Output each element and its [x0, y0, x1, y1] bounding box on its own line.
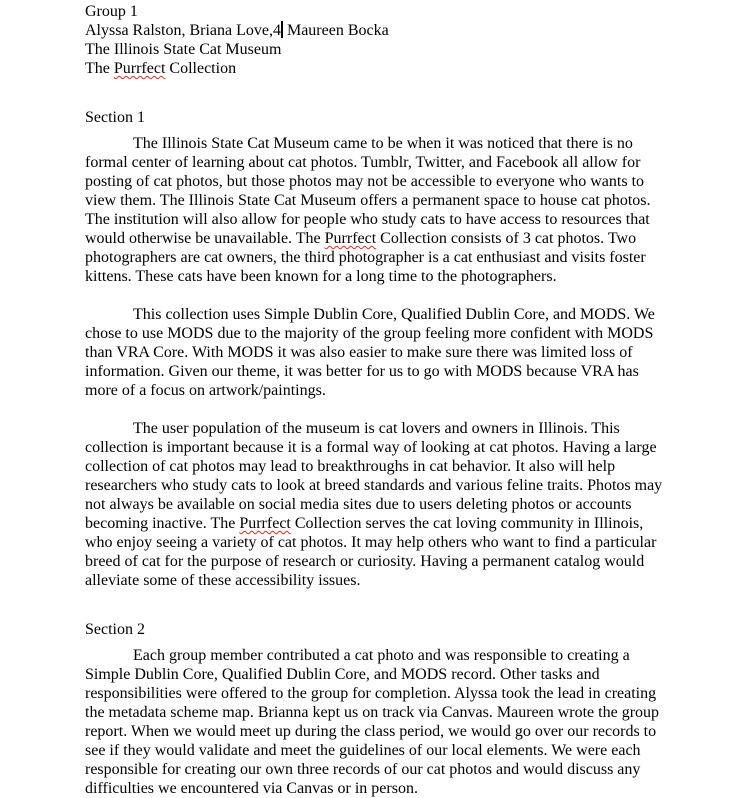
section-2-paragraph-1 [85, 646, 667, 798]
paragraph-text: The Illinois State Cat Museum came to be when it was noticed that there is no formal center of learning about cat photos. Tumblr, Twitter, and Facebook all allow for posting of cat photos, but those photos may not be accessible to everyone who wants to view them. The Illinois State Cat Museum offers a permanent space to house cat photos. The institution will also allow for people who study cats to have access to resources that would otherwise be unavailable. The [85, 135, 651, 247]
section-1-paragraph-3 [85, 419, 667, 590]
paragraph-text: Collection serves the cat loving community in Illinois, who enjoy seeing a variety of cat photos. It may help others who want to find a particular breed of cat for the purpose of research or curiosity. Having a permanent catalog would alleviate some of these accessibility issues. [85, 515, 657, 589]
section-2 [85, 620, 667, 798]
group-title-text: Group 1 [85, 3, 138, 20]
section-1-paragraph-2 [85, 305, 667, 400]
paragraph-text: This collection uses Simple Dublin Core, Qualified Dublin Core, and MODS. We chose to use MODS due to the majority of the group feeling more confident with MODS than VRA Core. With MODS it was also easier to make sure there was limited loss of information. Given our theme, it was better for us to go with MODS because VRA has more of a focus on artwork/paintings. [85, 306, 655, 399]
misspelled-word-purrfect[interactable]: Purrfect [324, 230, 377, 247]
authors-line [85, 21, 667, 40]
section-1-heading: Section 1 [85, 109, 145, 126]
museum-title-line [85, 40, 667, 59]
collection-title-before: The [85, 60, 114, 77]
paragraph-text: Collection consists of 3 cat photos. Two photographers are cat owners, the third photographer is a cat enthusiast and visits foster kittens. These cats have been known for a long time to the photographers. [85, 230, 646, 285]
authors-text-before-caret: Alyssa Ralston, Briana Love,4 [85, 22, 281, 39]
document-header [85, 2, 667, 78]
misspelled-word-purrfect[interactable]: Purrfect [113, 60, 166, 77]
group-title-line [85, 2, 667, 21]
collection-title-after: Collection [165, 60, 237, 77]
collection-title-line [85, 59, 667, 78]
section-2-heading: Section 2 [85, 621, 145, 638]
section-1 [85, 108, 667, 590]
paragraph-text: The user population of the museum is cat lovers and owners in Illinois. This collection is important because it is a formal way of looking at cat photos. Having a large collection of cat photos may lead to breakthroughs in cat behavior. It also will help researchers who study cats to look at breed standards and various feline traits. Photos may not always be available on social media sites due to users deleting photos or accounts becoming inactive. The [85, 420, 663, 532]
section-1-paragraph-1 [85, 134, 667, 286]
misspelled-word-purrfect[interactable]: Purrfect [239, 515, 291, 532]
paragraph-text: Each group member contributed a cat photo and was responsible to creating a Simple Dublin Core, Qualified Dublin Core, and MODS record. Other tasks and responsibilities were offered to the group for completion. Alyssa took the lead in creating the metadata scheme map. Brianna kept us on track via Canvas. Maureen wrote the group report. When we would meet up during the class period, we would go over our records to see if they would validate and meet the guidelines of our local elements. We were each responsible for creating our own three records of our cat photos and would discuss any difficulties we encountered via Canvas or in person. [85, 647, 660, 797]
museum-title-text: The Illinois State Cat Museum [85, 41, 282, 58]
authors-text-after-caret: Maureen Bocka [282, 22, 389, 39]
